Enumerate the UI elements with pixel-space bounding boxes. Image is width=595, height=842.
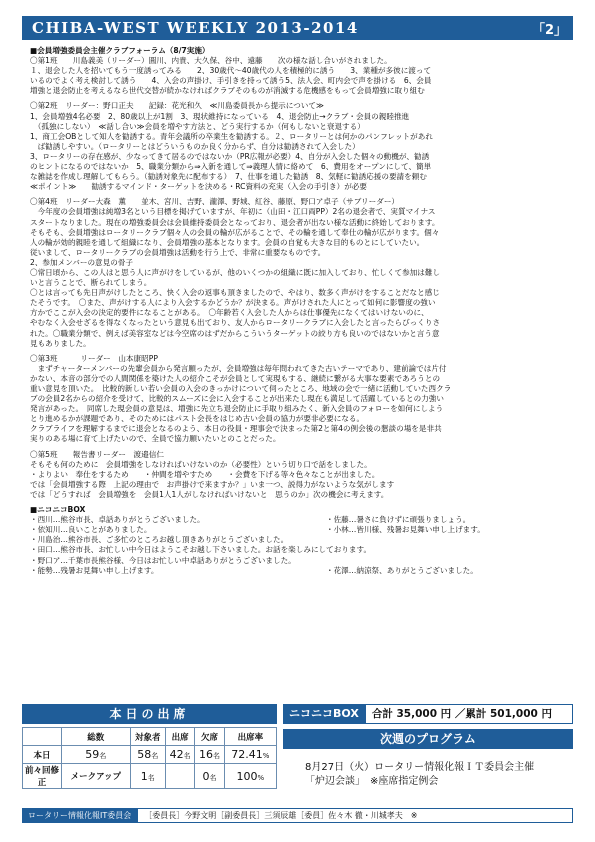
article-heading: ■会員増強委員会主催クラブフォーラム（8/7実施） bbox=[30, 46, 210, 55]
present-value: 42 bbox=[169, 748, 184, 761]
attendance-panel bbox=[22, 704, 277, 789]
absent-value: 16 bbox=[199, 748, 214, 761]
nico-box-heading: ■ニコニコBOX bbox=[30, 505, 86, 515]
nico-box-item: ・田口…熊谷市長、お忙しい中今日はようこそお越し下さいました。お話を楽しみにしております。 bbox=[30, 545, 372, 555]
article-line: まずチャーターメンバーの先輩会員から発言願ったが、会員増強は毎年問われてきた古いテーマであり、建前論では片付 bbox=[30, 363, 447, 373]
article-line: 実りのある場に育て上げたいので、全員で協力願いたいとのことだった。 bbox=[30, 434, 281, 444]
article-line: のヒントになるのではないか 5、職業分類から⇒入新を通して⇒義理人情に絡めて 6、費用をオープンにして、簡単 bbox=[30, 162, 432, 172]
article-line: かない、本音の部分での人間関係を築けた人の紹介こそが会員として実現もする、継続に繋がる大事な要素であろうとの bbox=[30, 373, 441, 383]
footer bbox=[22, 808, 573, 823]
total-value: 59 bbox=[85, 748, 100, 761]
nico-total-bar: ニコニコBOX 合計 35,000 円 ／累計 501,000 円 bbox=[283, 704, 573, 724]
article-line: １、退会した人を招いてもう一度誘ってみる 2、30歳代～40歳代の人を積極的に誘う 3、業種が多彼に渡って bbox=[30, 66, 432, 76]
article-line: 〇とは言っても先日声がけしたところ、快く入会の返事も頂きましたので、やはり、数多く声がけをすることだなと感じ bbox=[30, 288, 440, 298]
article-lines bbox=[30, 56, 566, 500]
article-line: ・よりよい 奉仕をするため ・仲間を増やすため ・会費を下げる等々色々なことが出ました。 bbox=[30, 469, 380, 479]
nico-box-item: ・小林…皆川様、残暑お見舞い申し上げます。 bbox=[326, 525, 485, 535]
rate-value: 72.41 bbox=[231, 748, 263, 761]
article-line: では「どうすれば 会員増強を 会員1人1人がしなければいけないと 思うのか」次の機会に考えます。 bbox=[30, 489, 389, 499]
article-line: たそうです。 〇また、声がけする人により入会するかどうか？が決まる。声がけされた人にとって如何に影響度の強い bbox=[30, 298, 436, 308]
article-line: 発言があった。 同席した現会員の意見は、増強に先立ち退会防止に手取り組みたく、新入会員のフォローを如何にしよう bbox=[30, 404, 444, 414]
article-line: ば勧誘しやすい。（ロータリーとはどういうものか良く分からず、自分は勧誘されて入会した） bbox=[30, 141, 360, 151]
article-line: 人の輪が効的親睦を通して組織になり、会員増強の基本となります。会員の自覚も大きな目的ものとにしていたい。 bbox=[30, 237, 425, 247]
article-line: ≪ポイント≫ 勧誘するマインド・ターゲットを決める・RC資料の充実（入会の手引き）が必要 bbox=[30, 182, 367, 192]
nico-total-label: ニコニコBOX bbox=[283, 704, 365, 724]
article-line: そもそも、会員増強はロータリークラブ個々人の会員の輪が広がることで、その輪を通して奉仕の輪が広がります。個々 bbox=[30, 227, 440, 237]
masthead bbox=[22, 16, 573, 40]
article-line: やむなく入会せざるを得なくなったという意見も出ており、友人からロータリークラブに入会したと言ったらびっくりさ bbox=[30, 318, 441, 328]
nico-box-item: ・佐藤…暑さに負けずに頑張りましょう。 bbox=[326, 515, 471, 525]
col-present: 出席 bbox=[166, 728, 195, 746]
nico-box-item: ・依知川…良いことがありました。 bbox=[30, 525, 152, 535]
next-program-panel bbox=[283, 729, 573, 789]
nico-box-item: ・野口ア…千葉市長熊谷様、今日はお忙しい中卓話ありがとうございました。 bbox=[30, 555, 296, 565]
article-line: 3、ロータリーの存在感が、少なってきて居るのではないか（PR広報が必要）4、自分が入会した個々の動機が、勧誘 bbox=[30, 151, 430, 161]
corrected-rate-value: 100 bbox=[236, 769, 258, 783]
article-line: ブの会員2名からの紹介を受けて、比較的スムーズに会に入会することが出来たし現在も満足して活躍しているとの力強い bbox=[30, 394, 444, 404]
corrected-absent-value: 0 bbox=[202, 769, 210, 783]
article-line: 〇第3班 リーダー 山本康昭PP bbox=[30, 353, 158, 363]
nico-box-item: ・川島治…熊谷市長、ご多忙のところお越し頂きありがとうございました。 bbox=[30, 535, 289, 545]
article-line: （孤独にしない） ≪話し合い≫会員を増やす方法と、どう実行するか（何もしないと衰退する） bbox=[30, 121, 365, 131]
article-line: 増強と退会防止を考えるなら世代交替が続かなければクラブそのものが消滅する危機感をもって会員増強に取り組む bbox=[30, 86, 425, 96]
article-line: そもそも何のために 会員増強をしなければいけないのか（必要性）という切り口で話をしました。 bbox=[30, 459, 372, 469]
row-prev-correction: 前々回修正 bbox=[23, 764, 62, 789]
makeup-label: メークアップ bbox=[62, 764, 131, 789]
article-line: いと言うことで、断られてしまう。 bbox=[30, 278, 152, 288]
nico-today-amount: 35,000 円 bbox=[396, 708, 452, 720]
col-rate: 出席率 bbox=[224, 728, 276, 746]
article-line: いるのでよく考え検討して誘う 4、入会の声掛け、手引きを持って誘う5、法人会、町内会で声を掛ける 6、会員 bbox=[30, 76, 432, 86]
nico-box-item bbox=[326, 535, 566, 545]
article-line: れた。〇職業分類で、例えば美容室などは今空席のはずだからこういうターゲットの絞り方も良いのではないかと言う意 bbox=[30, 328, 440, 338]
footer-members: ［委員長］今野文明［副委員長］三須辰雄［委員］佐々木 徹・川城孝夫 ※ bbox=[137, 808, 573, 823]
col-absent: 欠席 bbox=[195, 728, 224, 746]
article-line: クラブライフを理解するまでに退会となるのよう、本日の役員・理事会で決まった第2と第4の例会後の懇談の場を是非共 bbox=[30, 424, 442, 434]
target-value: 58 bbox=[137, 748, 152, 761]
col-target: 対象者 bbox=[130, 728, 165, 746]
article-line: 方かでここが入会の決定的要件になることがある。 〇年齢若く入会した人からは仕事優先になくてはいけないのに、 bbox=[30, 308, 429, 318]
article-body bbox=[30, 46, 566, 576]
article-line: 〇第4班 リーダー大森 薫 並木、宮川、吉野、瀧澤、野城、紅谷、藤原、野口ア卓子（サブリーダー） bbox=[30, 197, 400, 207]
nico-box-item bbox=[326, 556, 566, 566]
nico-box-list bbox=[30, 515, 566, 576]
nico-box-item: ・西川…熊谷市長、卓話ありがとうございました。 bbox=[30, 515, 205, 525]
article-line: 2、参加メンバーの意見の骨子 bbox=[30, 257, 134, 267]
col-total: 総数 bbox=[62, 728, 131, 746]
row-today: 本日 bbox=[23, 746, 62, 764]
nico-cumulative-amount: 501,000 円 bbox=[489, 708, 552, 720]
article-line: スタートなりました。現在の増強委員会は会員維持委員会となっており、退会者が出ない様な活動に終始しております。 bbox=[30, 217, 440, 227]
page-number: 「2」 bbox=[531, 22, 567, 38]
nico-box-item bbox=[326, 545, 566, 555]
article-line: 〇第2班 リーダー：野口正夫 記録：花光和久 ≪川島委員長から提示について≫ bbox=[30, 101, 324, 111]
article-line: 見もありました。 bbox=[30, 338, 91, 348]
article-line: 今年度の会員増強は純増3名という目標を掲げていますが、年初に（山田・江口両PP）2名の退会者で、実質マイナス bbox=[30, 207, 436, 217]
article-line: 〇第1班 川島義美（リーダー）圓川、内貴、大久保、谷中、遠藤 次の様な話し合いがされました。 bbox=[30, 56, 392, 66]
article-line: とり進めるかが課題であり、そのためにはパスト会長をはじめ古い会員の協力が要非必要になる。 bbox=[30, 414, 365, 424]
article-line: 従いまして、ロータリークラブの会員増強は活動を行う上で、非常に重要なものです。 bbox=[30, 247, 326, 257]
article-line: では「会員増強する際 上記の理由で お声掛けで来ますか？」いま一つ、説得力がないような気がします bbox=[30, 479, 395, 489]
nico-box-item: ・能勢…残暑お見舞い申し上げます。 bbox=[30, 565, 159, 575]
article-line: 重い意見を頂いた。 比較的新しい若い会員の入会のきっかけについて伺ったところ、地域の会で一緒に活動していた西クラ bbox=[30, 384, 452, 393]
nico-box-item: ・花澤…納涼祭、ありがとうございました。 bbox=[326, 565, 478, 575]
masthead-title: CHIBA-WEST WEEKLY 2013-2014 bbox=[32, 19, 359, 37]
article-line: 1、商工会OBとして知人を勧誘する。青年会議所の卒業生を勧誘する。２、ロータリーとは何かのパンフレットがあれ bbox=[30, 131, 433, 141]
attendance-table: 総数 対象者 出席 欠席 出席率 本日 59名 58名 42名 16名 72.41% 前々回修正 メークアップ 1名 0名 100% bbox=[22, 727, 277, 789]
article-line: 〇常日頃から、この人はと思う人に声がけをしているが、他のいくつかの組織に既に加入しており、忙しくて参加は難し bbox=[30, 267, 441, 277]
article-line: な雑誌を作成し理解してもらう。（勧誘対象先に配布する） 7、仕事を通した勧誘 8、気軽に勧誘応援の要請を頼む bbox=[30, 172, 427, 182]
article-line: 〇第5班 報告書リーダー 渡邉信仁 bbox=[30, 449, 164, 459]
next-program-title: 次週のプログラム bbox=[283, 729, 573, 749]
next-program-line1: 8月27日（火）ロータリー情報化報ＩＴ委員会主催 bbox=[305, 762, 535, 773]
footer-committee: ロータリー情報化報IT委員会 bbox=[22, 808, 137, 823]
article-line: 1、会員増強4名必要 2、80歳以上が1割 3、現状維持になっている 4、退会防止→クラブ・会員の親睦推進 bbox=[30, 111, 410, 121]
attendance-title: 本日の出席 bbox=[22, 704, 277, 724]
next-program-line2: 「炉辺会談」 ※座席指定例会 bbox=[305, 776, 439, 787]
nico-box-right-column bbox=[326, 515, 566, 576]
makeup-value: 1 bbox=[140, 769, 148, 783]
nico-box-left-column bbox=[30, 515, 372, 576]
